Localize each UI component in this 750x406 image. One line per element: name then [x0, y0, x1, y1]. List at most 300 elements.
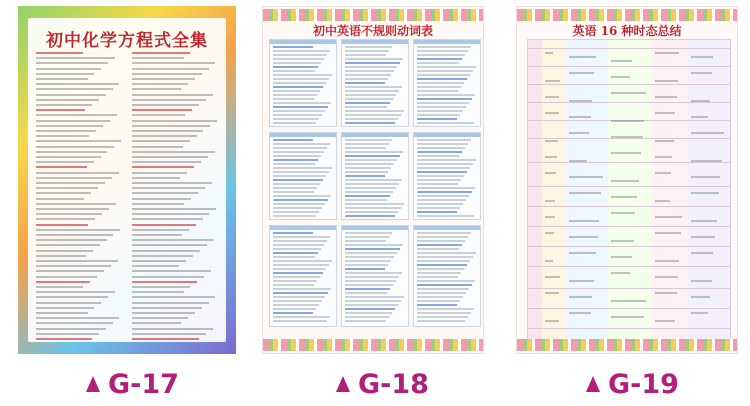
table-row — [345, 215, 395, 217]
table-row — [417, 139, 471, 141]
table-row — [345, 46, 392, 48]
equation-line — [36, 192, 91, 194]
table-row — [417, 46, 471, 48]
equation-line — [132, 83, 188, 85]
cell-text — [569, 132, 589, 134]
table-row — [345, 320, 386, 322]
table-row — [345, 191, 393, 193]
equation-line — [36, 130, 96, 132]
table-row — [417, 195, 469, 197]
table-row — [417, 171, 467, 173]
table-row — [528, 246, 730, 247]
table-row — [417, 110, 463, 112]
table-row — [273, 272, 323, 274]
table-row — [273, 78, 329, 80]
cell-text — [655, 216, 682, 218]
table-row — [273, 232, 313, 234]
equation-line — [132, 302, 209, 304]
table-row — [345, 187, 396, 189]
cell-text — [611, 316, 644, 318]
table-row — [417, 78, 467, 80]
table-row — [345, 256, 394, 258]
poster-16-tenses[interactable] — [516, 6, 738, 354]
table-row — [273, 236, 330, 238]
table-row — [345, 296, 404, 298]
table-row — [417, 90, 458, 92]
table-row — [417, 296, 463, 298]
table-row — [273, 312, 313, 314]
equation-line — [132, 239, 214, 241]
table-row — [273, 66, 318, 68]
equation-line — [36, 281, 90, 283]
table-row — [273, 114, 322, 116]
table-row — [273, 268, 326, 270]
cell-text — [569, 296, 592, 298]
table-row — [417, 284, 472, 286]
equation-line — [132, 338, 199, 340]
table-row — [345, 62, 400, 64]
equation-line — [132, 120, 217, 122]
equation-line — [36, 161, 94, 163]
equation-line — [132, 296, 215, 298]
verb-table — [269, 132, 337, 220]
table-row — [417, 252, 476, 254]
equation-line — [36, 338, 92, 340]
equation-line — [36, 265, 111, 267]
table-row — [273, 143, 330, 145]
table-row — [345, 264, 388, 266]
poster-chemistry-equations[interactable] — [18, 6, 236, 354]
table-row — [417, 122, 474, 124]
table-row — [345, 175, 385, 177]
table-row — [345, 308, 395, 310]
table-row — [273, 256, 315, 258]
table-row — [273, 300, 322, 302]
table-row — [417, 167, 470, 169]
cell-text — [569, 176, 603, 178]
cell-text — [655, 52, 679, 54]
equation-line — [36, 218, 95, 220]
equation-line — [36, 270, 104, 272]
equation-line — [132, 130, 203, 132]
table-row — [417, 244, 462, 246]
cell-text — [569, 220, 599, 222]
table-row — [345, 207, 401, 209]
cell-text — [691, 280, 712, 282]
equation-line — [36, 109, 85, 111]
verb-table — [341, 225, 409, 327]
table-row — [345, 118, 398, 120]
table-row — [345, 163, 394, 165]
cell-text — [691, 312, 708, 314]
table-row — [345, 98, 393, 100]
table-row — [273, 260, 332, 262]
equation-line — [132, 281, 197, 283]
equation-line — [132, 146, 183, 148]
table-row — [417, 106, 466, 108]
equation-line — [132, 177, 180, 179]
table-row — [417, 151, 462, 153]
cell-text — [611, 152, 641, 154]
equation-line — [132, 322, 181, 324]
table-row — [417, 54, 465, 56]
equation-line — [36, 234, 113, 236]
equation-line — [36, 328, 106, 330]
table-header — [342, 40, 408, 44]
poster-content-area — [28, 18, 226, 342]
cell-text — [569, 192, 601, 194]
table-row — [345, 304, 398, 306]
table-row — [273, 288, 331, 290]
equation-line — [36, 260, 118, 262]
equation-line — [36, 62, 108, 64]
cell-text — [655, 172, 671, 174]
equation-line — [132, 52, 190, 54]
table-column — [528, 40, 543, 340]
table-row — [273, 296, 325, 298]
table-row — [528, 266, 730, 267]
table-row — [417, 312, 471, 314]
equation-line — [132, 182, 212, 184]
equation-line — [36, 166, 87, 168]
cell-text — [569, 72, 594, 74]
table-row — [417, 304, 457, 306]
table-row — [273, 211, 319, 213]
table-row — [528, 308, 730, 309]
table-row — [273, 195, 331, 197]
verb-table — [413, 225, 481, 327]
table-header — [342, 226, 408, 230]
table-row — [528, 288, 730, 289]
table-row — [273, 292, 328, 294]
table-row — [345, 260, 391, 262]
cell-text — [569, 160, 587, 162]
table-row — [345, 139, 392, 141]
equation-line — [36, 57, 115, 59]
table-header — [270, 40, 336, 44]
poster-irregular-verbs[interactable] — [262, 6, 484, 354]
table-row — [273, 58, 324, 60]
table-row — [345, 58, 403, 60]
label-g19 — [586, 366, 679, 402]
cell-text — [545, 216, 555, 218]
equation-line — [132, 151, 215, 153]
table-row — [345, 203, 404, 205]
table-row — [417, 264, 467, 266]
cell-text — [569, 280, 594, 282]
equation-line — [36, 229, 120, 231]
equation-line — [132, 244, 207, 246]
table-row — [417, 256, 473, 258]
cell-text — [611, 136, 643, 138]
equation-line — [36, 177, 112, 179]
table-row — [417, 62, 459, 64]
cell-text — [569, 100, 592, 102]
triangle-up-icon — [336, 376, 350, 392]
table-row — [345, 272, 402, 274]
equation-line — [132, 57, 184, 59]
equation-line — [132, 307, 202, 309]
label-g18 — [336, 366, 429, 402]
equation-line — [132, 270, 211, 272]
table-row — [345, 316, 389, 318]
table-row — [345, 252, 397, 254]
equation-line — [36, 125, 103, 127]
table-row — [273, 308, 316, 310]
equation-line — [36, 99, 99, 101]
table-row — [345, 240, 386, 242]
equation-line — [36, 291, 115, 293]
cell-text — [545, 260, 553, 262]
equation-line — [132, 73, 202, 75]
equation-line — [36, 172, 119, 174]
cell-text — [655, 200, 670, 202]
table-header — [270, 133, 336, 137]
cell-text — [655, 320, 675, 322]
table-row — [528, 102, 730, 103]
cell-text — [691, 296, 710, 298]
table-row — [417, 300, 460, 302]
table-row — [273, 163, 315, 165]
table-row — [417, 175, 464, 177]
cell-text — [611, 272, 630, 274]
cell-text — [545, 156, 557, 158]
table-row — [273, 167, 332, 169]
cell-text — [691, 252, 713, 254]
label-text: G-19 — [608, 368, 679, 400]
table-row — [417, 272, 461, 274]
table-row — [345, 167, 391, 169]
table-row — [273, 175, 326, 177]
table-row — [417, 199, 466, 201]
table-row — [417, 102, 469, 104]
table-row — [273, 155, 321, 157]
equation-line — [132, 218, 203, 220]
table-row — [345, 82, 385, 84]
table-row — [273, 82, 326, 84]
cell-text — [611, 196, 637, 198]
verb-table — [269, 39, 337, 127]
table-row — [345, 195, 390, 197]
table-header — [414, 133, 480, 137]
equation-line — [132, 291, 184, 293]
equation-line — [36, 187, 98, 189]
equation-line — [132, 213, 209, 215]
cell-text — [691, 160, 722, 162]
verb-table — [269, 225, 337, 327]
table-row — [417, 191, 472, 193]
equation-line — [132, 161, 201, 163]
flower-border-bottom — [263, 339, 483, 351]
cell-text — [691, 176, 720, 178]
table-row — [273, 276, 320, 278]
equation-line — [132, 250, 200, 252]
equation-line — [36, 224, 88, 226]
table-row — [345, 244, 403, 246]
table-row — [273, 50, 330, 52]
cell-text — [655, 80, 678, 82]
table-header — [414, 40, 480, 44]
cell-text — [655, 140, 674, 142]
equation-line — [132, 229, 189, 231]
equation-line — [36, 286, 83, 288]
table-row — [273, 139, 313, 141]
cell-text — [655, 232, 681, 234]
table-row — [417, 268, 464, 270]
table-row — [273, 70, 315, 72]
table-row — [417, 86, 461, 88]
table-row — [345, 155, 400, 157]
table-row — [417, 320, 465, 322]
equation-line — [36, 203, 116, 205]
table-row — [273, 54, 327, 56]
table-row — [273, 98, 314, 100]
table-row — [273, 248, 321, 250]
cell-text — [545, 96, 559, 98]
equation-line — [132, 312, 195, 314]
equation-line — [36, 88, 113, 90]
table-row — [273, 74, 332, 76]
equation-line — [132, 99, 206, 101]
table-row — [417, 187, 475, 189]
equation-line — [36, 244, 100, 246]
table-row — [345, 232, 392, 234]
table-row — [417, 50, 468, 52]
equation-line — [132, 187, 205, 189]
equation-line — [36, 104, 92, 106]
equation-line — [36, 68, 101, 70]
table-row — [273, 102, 331, 104]
table-row — [417, 114, 460, 116]
table-row — [273, 122, 316, 124]
table-row — [345, 54, 386, 56]
table-row — [345, 199, 387, 201]
equation-line — [132, 104, 199, 106]
equation-line — [132, 224, 196, 226]
table-row — [273, 240, 327, 242]
table-row — [417, 292, 466, 294]
poster-title: 初中英语不规则动词表 — [312, 24, 433, 38]
table-column — [688, 40, 731, 340]
flower-border-top — [263, 9, 483, 21]
cell-text — [569, 56, 596, 58]
table-row — [345, 102, 390, 104]
cell-text — [655, 260, 679, 262]
table-row — [273, 151, 324, 153]
table-row — [273, 215, 316, 217]
table-row — [345, 284, 393, 286]
table-row — [528, 66, 730, 67]
equation-line — [132, 109, 192, 111]
table-row — [273, 147, 327, 149]
equation-line — [36, 83, 119, 85]
equation-line — [36, 114, 117, 116]
equation-line — [132, 192, 198, 194]
verb-table — [413, 132, 481, 220]
equation-line — [132, 260, 186, 262]
table-row — [273, 183, 320, 185]
table-row — [417, 163, 473, 165]
table-row — [273, 316, 330, 318]
equation-line — [132, 62, 215, 64]
equation-line — [132, 166, 194, 168]
cell-text — [545, 200, 555, 202]
equation-line — [36, 135, 89, 137]
equation-line — [36, 120, 110, 122]
table-row — [417, 276, 458, 278]
tense-table — [527, 39, 731, 341]
equation-line — [36, 208, 109, 210]
table-row — [417, 280, 475, 282]
table-column — [566, 40, 609, 340]
equation-line — [132, 255, 193, 257]
table-row — [417, 74, 470, 76]
equation-line — [36, 307, 94, 309]
table-row — [345, 74, 391, 76]
table-row — [273, 106, 328, 108]
table-row — [345, 110, 404, 112]
table-row — [528, 138, 730, 139]
equation-line — [132, 88, 181, 90]
table-row — [345, 268, 385, 270]
table-row — [345, 211, 398, 213]
equation-line — [36, 239, 107, 241]
equation-line — [36, 322, 113, 324]
poster-title: 初中化学方程式全集 — [46, 31, 208, 51]
table-row — [345, 179, 402, 181]
table-row — [417, 143, 468, 145]
table-row — [273, 320, 327, 322]
equation-line — [132, 94, 213, 96]
table-row — [345, 183, 399, 185]
table-row — [273, 46, 313, 48]
cell-text — [691, 72, 712, 74]
table-row — [417, 203, 463, 205]
table-row — [273, 90, 320, 92]
verb-table — [341, 39, 409, 127]
table-row — [345, 248, 400, 250]
cell-text — [691, 192, 719, 194]
table-row — [417, 98, 472, 100]
equation-line — [132, 125, 210, 127]
table-row — [273, 280, 317, 282]
cell-text — [691, 100, 710, 102]
table-row — [273, 304, 319, 306]
cell-text — [691, 132, 724, 134]
table-row — [273, 179, 323, 181]
table-row — [345, 312, 392, 314]
table-row — [273, 159, 318, 161]
equation-line — [36, 317, 119, 319]
table-row — [417, 82, 464, 84]
equation-line — [132, 114, 185, 116]
label-g17 — [86, 366, 179, 402]
cell-text — [545, 80, 560, 82]
cell-text — [611, 180, 639, 182]
cell-text — [691, 236, 715, 238]
table-column — [652, 40, 689, 340]
table-row — [345, 66, 397, 68]
table-row — [345, 70, 394, 72]
table-row — [273, 244, 324, 246]
equation-line — [132, 172, 187, 174]
verb-table — [413, 39, 481, 127]
table-row — [417, 155, 459, 157]
table-row — [345, 159, 397, 161]
table-row — [417, 215, 474, 217]
table-row — [273, 199, 328, 201]
table-row — [528, 226, 730, 227]
